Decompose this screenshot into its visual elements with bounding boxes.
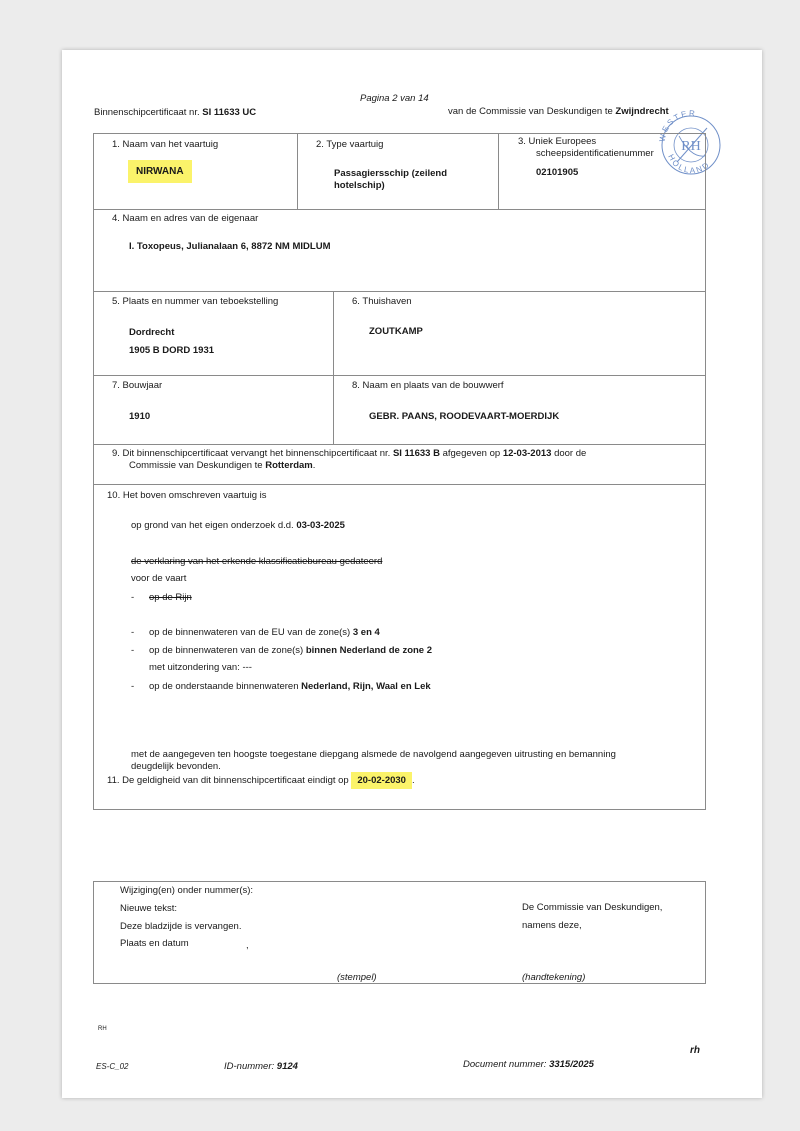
stamp-top-text: WESTER <box>657 108 698 143</box>
struck-declaration: de verklaring van het erkende klassificatiebureau gedateerd <box>131 556 383 567</box>
eu-zones: 3 en 4 <box>352 627 380 638</box>
amendment-box <box>93 881 706 984</box>
field-8-value: GEBR. PAANS, ROODEVAART-MOERDIJK <box>369 411 560 422</box>
field-7-label: 7. Bouwjaar <box>112 380 163 391</box>
document-number: Document nummer: 3315/2025 <box>463 1059 594 1070</box>
stamp-bottom-text: HOLLAND <box>666 152 713 176</box>
place-date-comma: , <box>246 940 249 951</box>
survey-line: op grond van het eigen onderzoek d.d. 03-03-2025 <box>131 520 345 531</box>
field-5-value-line1: Dordrecht <box>129 327 175 338</box>
previous-cert-number: SI 11633 B <box>392 448 440 459</box>
field-2-label: 2. Type vaartuig <box>316 139 384 150</box>
voor-de-vaart: voor de vaart <box>131 573 187 584</box>
field-6-value: ZOUTKAMP <box>369 326 423 337</box>
field-5-label: 5. Plaats en nummer van teboekstelling <box>112 296 279 307</box>
struck-rijn: op de Rijn <box>149 592 192 603</box>
document-value: 3315/2025 <box>549 1059 594 1070</box>
below-waters: Nederland, Rijn, Waal en Lek <box>301 681 431 692</box>
previous-cert-date: 12-03-2013 <box>502 448 552 459</box>
signature-placeholder: (handtekening) <box>522 972 586 983</box>
closing-line-1: met de aangegeven ten hoogste toegestane diepgang alsmede de navolgend aangegeven uitrusting en bemanning <box>131 749 616 760</box>
bullet: - <box>131 627 135 638</box>
eu-zones-line: op de binnenwateren van de EU van de zone(s) 3 en 4 <box>149 627 380 638</box>
commission-city: Zwijndrecht <box>615 106 669 117</box>
certificate-number-line <box>94 107 256 118</box>
validity-end-date: 20-02-2030 <box>351 772 412 789</box>
bullet: - <box>131 592 135 603</box>
field-3-value: 02101905 <box>536 167 579 178</box>
closing-line-2: deugdelijk bevonden. <box>131 761 221 772</box>
field-9-line1: 9. Dit binnenschipcertificaat vervangt het binnenschipcertificaat nr. SI 11633 B afgegeven op 12-03-2013 door de <box>112 448 587 459</box>
vessel-name: NIRWANA <box>128 160 192 183</box>
field-9-line2: Commissie van Deskundigen te Rotterdam. <box>129 460 316 471</box>
nl-zone-line: op de binnenwateren van de zone(s) binnen Nederland de zone 2 <box>149 645 433 656</box>
field-2-value-line2: hotelschip) <box>334 180 385 191</box>
bullet: - <box>131 645 135 656</box>
cert-number: SI 11633 UC <box>202 107 257 118</box>
amendment-line-2: Nieuwe tekst: <box>120 903 178 914</box>
below-waters-line: op de onderstaande binnenwateren Nederland, Rijn, Waal en Lek <box>149 681 431 692</box>
cert-prefix: Binnenschipcertificaat nr. <box>94 107 200 118</box>
page-indicator: Pagina 2 van 14 <box>360 93 429 104</box>
initials-small: RH <box>98 1026 107 1032</box>
form-table <box>93 133 706 810</box>
field-4-value: I. Toxopeus, Julianalaan 6, 8872 NM MIDLUM <box>129 241 331 252</box>
field-10-label: 10. Het boven omschreven vaartuig is <box>107 490 267 501</box>
field-4-label: 4. Naam en adres van de eigenaar <box>112 213 259 224</box>
commission-sign-line-2: namens deze, <box>522 920 582 931</box>
field-3-label-line2: scheepsidentificatienummer <box>536 148 654 159</box>
commission-line <box>448 106 669 117</box>
amendment-line-1: Wijziging(en) onder nummer(s): <box>120 885 254 896</box>
id-number: ID-nummer: 9124 <box>224 1061 298 1072</box>
commission-sign-line-1: De Commissie van Deskundigen, <box>522 902 663 913</box>
commission-prefix: van de Commissie van Deskundigen te <box>448 106 613 117</box>
survey-date: 03-03-2025 <box>296 520 345 531</box>
bullet: - <box>131 681 135 692</box>
field-8-label: 8. Naam en plaats van de bouwwerf <box>352 380 504 391</box>
signature-initials: rh <box>690 1045 700 1056</box>
exception-line: met uitzondering van: --- <box>149 662 252 673</box>
field-6-label: 6. Thuishaven <box>352 296 412 307</box>
stamp-center-text: RH <box>681 139 701 154</box>
field-1-label: 1. Naam van het vaartuig <box>112 139 219 150</box>
field-3-label-line1: 3. Uniek Europees <box>518 136 597 147</box>
field-2-value-line1: Passagiersschip (zeilend <box>334 168 447 179</box>
field-11-line: 11. De geldigheid van dit binnenschipcertificaat eindigt op 20-02-2030 . <box>107 775 415 786</box>
stamp-placeholder: (stempel) <box>337 972 377 983</box>
field-1-value <box>128 166 192 177</box>
field-7-value: 1910 <box>129 411 151 422</box>
amendment-line-3: Deze bladzijde is vervangen. <box>120 921 242 932</box>
field-5-value-line2: 1905 B DORD 1931 <box>129 345 215 356</box>
form-code: ES-C_02 <box>96 1062 129 1071</box>
nl-zone: binnen Nederland de zone 2 <box>305 645 433 656</box>
amendment-line-4: Plaats en datum <box>120 938 189 949</box>
id-value: 9124 <box>276 1061 298 1072</box>
previous-commission-city: Rotterdam <box>265 460 313 471</box>
